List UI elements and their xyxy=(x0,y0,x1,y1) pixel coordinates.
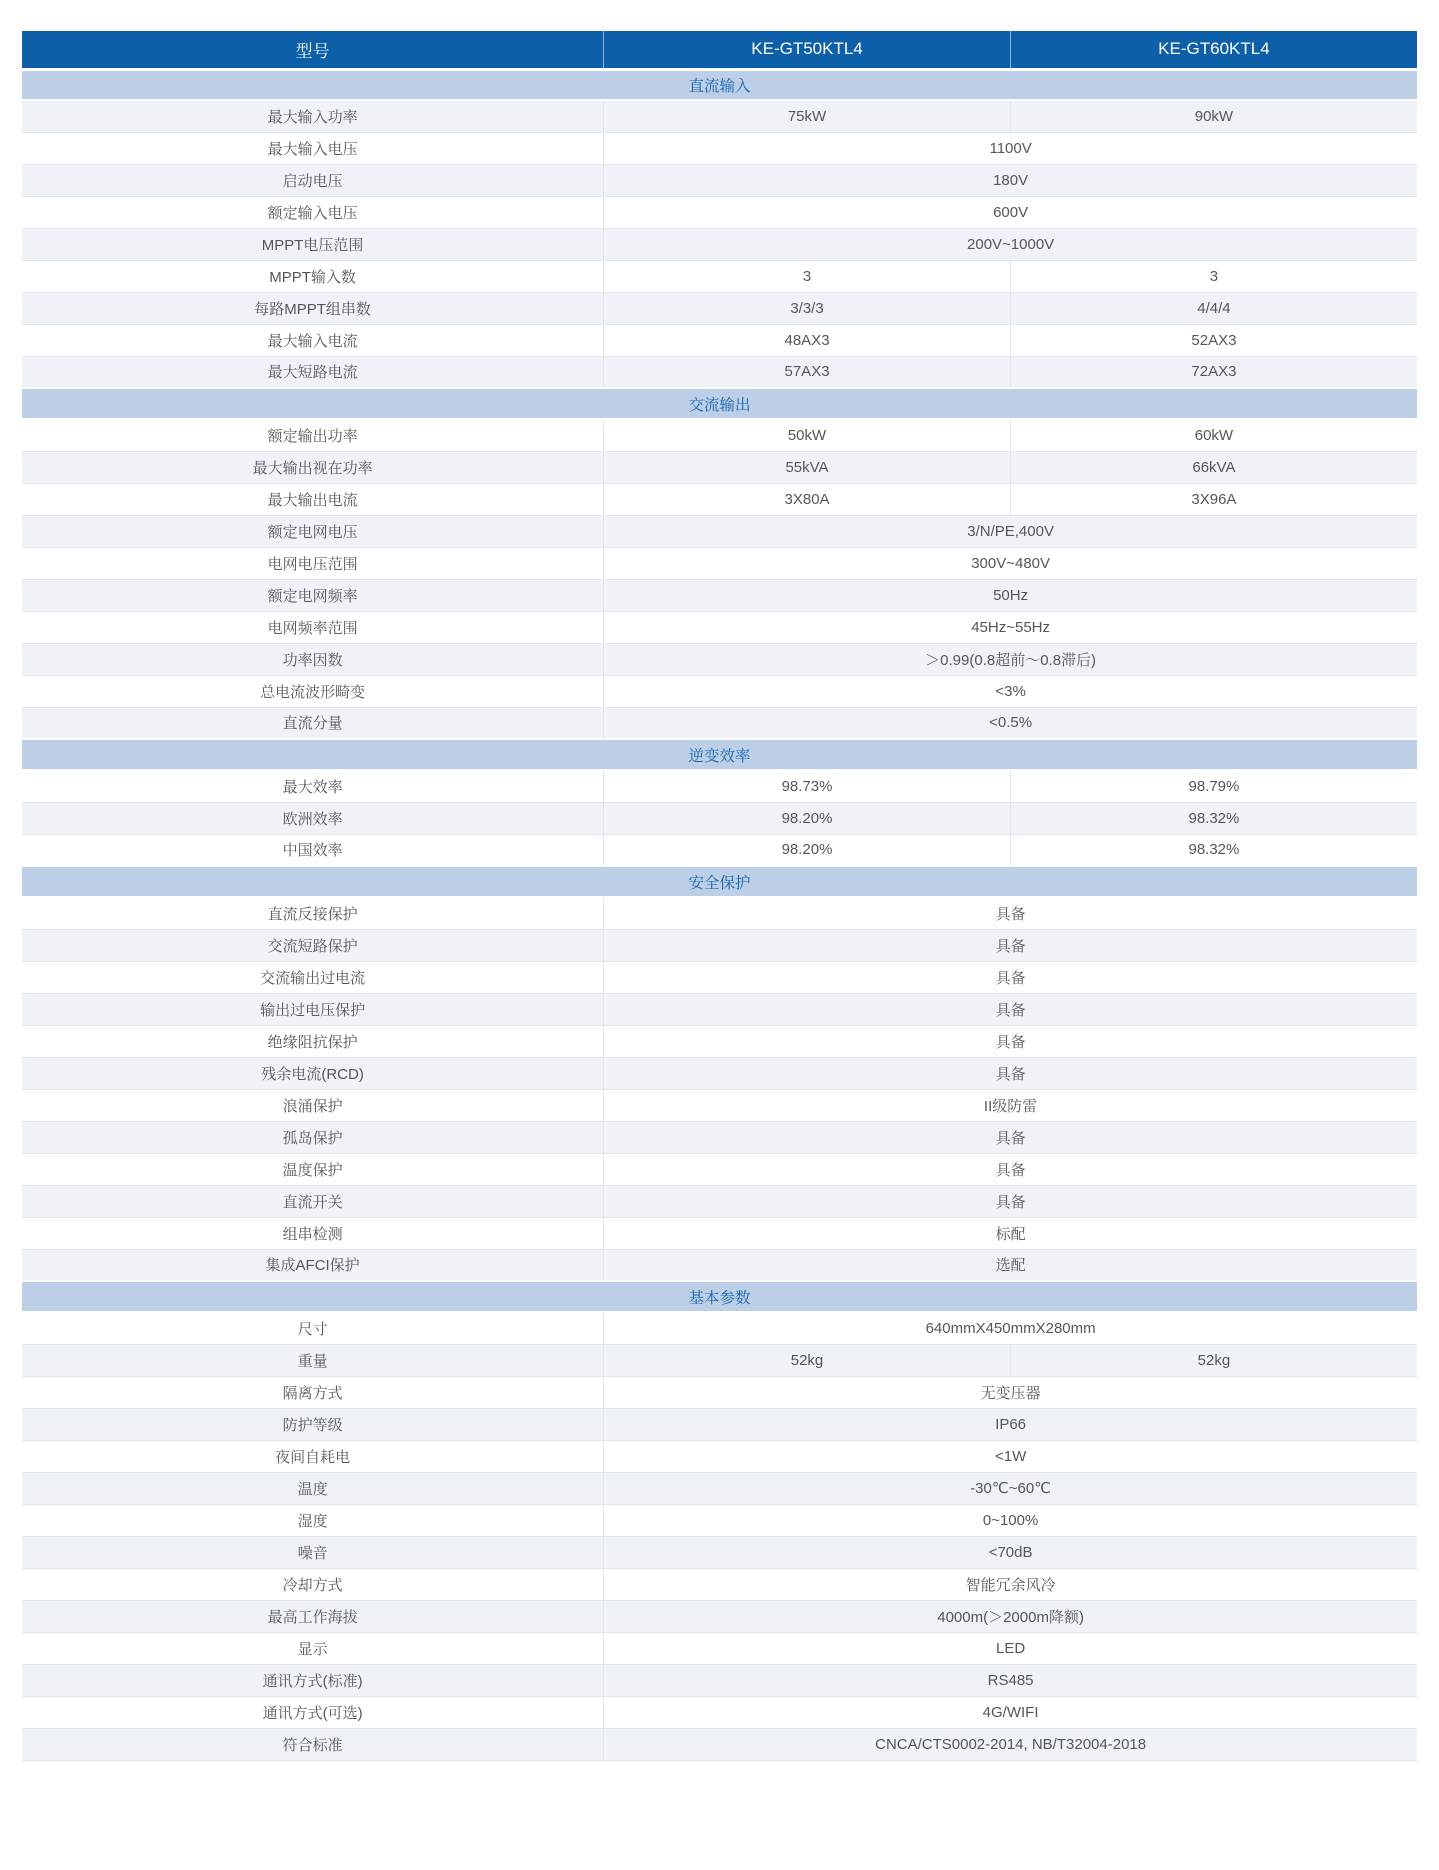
spec-row xyxy=(22,993,1417,1025)
spec-label: 最大输入电流 xyxy=(22,324,604,356)
spec-row xyxy=(22,1440,1417,1472)
spec-value-shared: 640mmX450mmX280mm xyxy=(604,1312,1417,1344)
spec-label: 最大短路电流 xyxy=(22,356,604,388)
spec-value-model-2: 98.79% xyxy=(1010,770,1417,802)
spec-row xyxy=(22,356,1417,388)
spec-row xyxy=(22,1376,1417,1408)
spec-value-shared: <3% xyxy=(604,675,1417,707)
spec-value-model-1: 98.73% xyxy=(604,770,1011,802)
spec-value-shared: IP66 xyxy=(604,1408,1417,1440)
spec-row xyxy=(22,1185,1417,1217)
inverter-spec-table xyxy=(22,31,1417,1761)
spec-value-shared: 具备 xyxy=(604,929,1417,961)
section-title: 基本参数 xyxy=(22,1281,1417,1312)
spec-value-shared: 50Hz xyxy=(604,579,1417,611)
spec-row xyxy=(22,1632,1417,1664)
spec-row xyxy=(22,100,1417,132)
spec-value-shared: 600V xyxy=(604,196,1417,228)
spec-value-shared: 无变压器 xyxy=(604,1376,1417,1408)
spec-table-body xyxy=(22,69,1417,1760)
spec-value-model-1: 52kg xyxy=(604,1344,1011,1376)
spec-value-shared: 标配 xyxy=(604,1217,1417,1249)
spec-row xyxy=(22,643,1417,675)
spec-value-model-2: 72AX3 xyxy=(1010,356,1417,388)
spec-value-shared: 3/N/PE,400V xyxy=(604,515,1417,547)
spec-value-model-2: 52AX3 xyxy=(1010,324,1417,356)
section-header-row xyxy=(22,739,1417,770)
spec-row xyxy=(22,483,1417,515)
spec-value-shared: 具备 xyxy=(604,1057,1417,1089)
spec-value-model-2: 60kW xyxy=(1010,419,1417,451)
spec-label: 温度 xyxy=(22,1472,604,1504)
spec-row xyxy=(22,611,1417,643)
spec-row xyxy=(22,770,1417,802)
spec-value-model-1: 3 xyxy=(604,260,1011,292)
spec-label: 直流分量 xyxy=(22,707,604,739)
spec-row xyxy=(22,132,1417,164)
spec-row xyxy=(22,1121,1417,1153)
spec-row xyxy=(22,1536,1417,1568)
spec-label: 冷却方式 xyxy=(22,1568,604,1600)
spec-label: 通讯方式(可选) xyxy=(22,1696,604,1728)
spec-value-shared: 300V~480V xyxy=(604,547,1417,579)
spec-row xyxy=(22,164,1417,196)
spec-row xyxy=(22,1664,1417,1696)
spec-label: 额定电网电压 xyxy=(22,515,604,547)
spec-label: 额定输出功率 xyxy=(22,419,604,451)
spec-value-model-1: 98.20% xyxy=(604,834,1011,866)
spec-label: MPPT电压范围 xyxy=(22,228,604,260)
spec-value-model-2: 3 xyxy=(1010,260,1417,292)
spec-label: 残余电流(RCD) xyxy=(22,1057,604,1089)
spec-value-model-2: 4/4/4 xyxy=(1010,292,1417,324)
spec-value-shared: 具备 xyxy=(604,897,1417,929)
section-title: 逆变效率 xyxy=(22,739,1417,770)
spec-label: 欧洲效率 xyxy=(22,802,604,834)
model-header-row xyxy=(22,31,1417,69)
spec-value-shared: 具备 xyxy=(604,961,1417,993)
spec-row xyxy=(22,1217,1417,1249)
section-title: 直流输入 xyxy=(22,69,1417,100)
spec-label: 浪涌保护 xyxy=(22,1089,604,1121)
model-header-model-1: KE-GT50KTL4 xyxy=(604,31,1011,69)
spec-label: 总电流波形畸变 xyxy=(22,675,604,707)
spec-label: 孤岛保护 xyxy=(22,1121,604,1153)
spec-value-shared: LED xyxy=(604,1632,1417,1664)
spec-label: 通讯方式(标准) xyxy=(22,1664,604,1696)
spec-row xyxy=(22,897,1417,929)
spec-label: 每路MPPT组串数 xyxy=(22,292,604,324)
spec-row xyxy=(22,1153,1417,1185)
section-header-row xyxy=(22,69,1417,100)
spec-value-shared: 具备 xyxy=(604,993,1417,1025)
spec-value-model-1: 3/3/3 xyxy=(604,292,1011,324)
spec-value-model-1: 57AX3 xyxy=(604,356,1011,388)
spec-label: 电网频率范围 xyxy=(22,611,604,643)
spec-row xyxy=(22,1600,1417,1632)
spec-label: 功率因数 xyxy=(22,643,604,675)
spec-label: 额定输入电压 xyxy=(22,196,604,228)
spec-value-shared: 4000m(＞2000m降额) xyxy=(604,1600,1417,1632)
spec-value-model-2: 98.32% xyxy=(1010,834,1417,866)
spec-label: 输出过电压保护 xyxy=(22,993,604,1025)
spec-value-model-2: 98.32% xyxy=(1010,802,1417,834)
spec-row xyxy=(22,1025,1417,1057)
spec-value-model-1: 3X80A xyxy=(604,483,1011,515)
spec-value-shared: CNCA/CTS0002-2014, NB/T32004-2018 xyxy=(604,1728,1417,1760)
spec-value-shared: <1W xyxy=(604,1440,1417,1472)
spec-label: 集成AFCI保护 xyxy=(22,1249,604,1281)
spec-value-model-1: 50kW xyxy=(604,419,1011,451)
model-header-label: 型号 xyxy=(22,31,604,69)
spec-value-shared: -30℃~60℃ xyxy=(604,1472,1417,1504)
spec-row xyxy=(22,1312,1417,1344)
spec-label: 直流反接保护 xyxy=(22,897,604,929)
section-header-row xyxy=(22,866,1417,897)
spec-label: 最高工作海拔 xyxy=(22,1600,604,1632)
spec-label: 最大输入电压 xyxy=(22,132,604,164)
spec-label: 电网电压范围 xyxy=(22,547,604,579)
model-header-model-2: KE-GT60KTL4 xyxy=(1010,31,1417,69)
spec-row xyxy=(22,1472,1417,1504)
spec-row xyxy=(22,961,1417,993)
spec-row xyxy=(22,834,1417,866)
spec-row xyxy=(22,1504,1417,1536)
spec-label: MPPT输入数 xyxy=(22,260,604,292)
spec-value-shared: 选配 xyxy=(604,1249,1417,1281)
spec-value-shared: 智能冗余风冷 xyxy=(604,1568,1417,1600)
spec-value-model-2: 66kVA xyxy=(1010,451,1417,483)
spec-label: 额定电网频率 xyxy=(22,579,604,611)
spec-value-shared: 1100V xyxy=(604,132,1417,164)
spec-value-shared: II级防雷 xyxy=(604,1089,1417,1121)
spec-label: 绝缘阻抗保护 xyxy=(22,1025,604,1057)
spec-row xyxy=(22,1408,1417,1440)
spec-label: 交流短路保护 xyxy=(22,929,604,961)
section-title: 交流输出 xyxy=(22,388,1417,419)
spec-value-shared: <70dB xyxy=(604,1536,1417,1568)
spec-label: 显示 xyxy=(22,1632,604,1664)
spec-label: 防护等级 xyxy=(22,1408,604,1440)
spec-row xyxy=(22,1344,1417,1376)
spec-row xyxy=(22,324,1417,356)
spec-row xyxy=(22,929,1417,961)
spec-value-model-2: 90kW xyxy=(1010,100,1417,132)
spec-row xyxy=(22,707,1417,739)
spec-value-shared: RS485 xyxy=(604,1664,1417,1696)
section-title: 安全保护 xyxy=(22,866,1417,897)
spec-label: 最大输出视在功率 xyxy=(22,451,604,483)
spec-value-shared: 200V~1000V xyxy=(604,228,1417,260)
spec-value-shared: 4G/WIFI xyxy=(604,1696,1417,1728)
spec-label: 噪音 xyxy=(22,1536,604,1568)
spec-value-shared: 180V xyxy=(604,164,1417,196)
spec-value-model-2: 52kg xyxy=(1010,1344,1417,1376)
section-header-row xyxy=(22,388,1417,419)
spec-label: 隔离方式 xyxy=(22,1376,604,1408)
spec-label: 启动电压 xyxy=(22,164,604,196)
spec-label: 最大输入功率 xyxy=(22,100,604,132)
spec-value-shared: 具备 xyxy=(604,1185,1417,1217)
spec-value-shared: <0.5% xyxy=(604,707,1417,739)
spec-row xyxy=(22,547,1417,579)
spec-label: 中国效率 xyxy=(22,834,604,866)
spec-value-model-2: 3X96A xyxy=(1010,483,1417,515)
spec-value-model-1: 98.20% xyxy=(604,802,1011,834)
spec-label: 重量 xyxy=(22,1344,604,1376)
spec-row xyxy=(22,802,1417,834)
spec-row xyxy=(22,515,1417,547)
spec-value-shared: 具备 xyxy=(604,1153,1417,1185)
spec-label: 最大输出电流 xyxy=(22,483,604,515)
spec-row xyxy=(22,675,1417,707)
spec-label: 最大效率 xyxy=(22,770,604,802)
spec-row xyxy=(22,1089,1417,1121)
spec-label: 符合标准 xyxy=(22,1728,604,1760)
spec-value-shared: 具备 xyxy=(604,1121,1417,1153)
spec-label: 湿度 xyxy=(22,1504,604,1536)
spec-row xyxy=(22,579,1417,611)
spec-row xyxy=(22,292,1417,324)
spec-row xyxy=(22,1249,1417,1281)
spec-value-model-1: 48AX3 xyxy=(604,324,1011,356)
spec-label: 温度保护 xyxy=(22,1153,604,1185)
spec-row xyxy=(22,196,1417,228)
spec-value-shared: 0~100% xyxy=(604,1504,1417,1536)
spec-value-model-1: 75kW xyxy=(604,100,1011,132)
spec-value-shared: 具备 xyxy=(604,1025,1417,1057)
spec-row xyxy=(22,228,1417,260)
spec-value-model-1: 55kVA xyxy=(604,451,1011,483)
section-header-row xyxy=(22,1281,1417,1312)
spec-row xyxy=(22,1057,1417,1089)
spec-row xyxy=(22,451,1417,483)
spec-row xyxy=(22,419,1417,451)
spec-label: 夜间自耗电 xyxy=(22,1440,604,1472)
spec-row xyxy=(22,1728,1417,1760)
spec-label: 交流输出过电流 xyxy=(22,961,604,993)
spec-row xyxy=(22,1568,1417,1600)
spec-row xyxy=(22,260,1417,292)
spec-value-shared: ＞0.99(0.8超前～0.8滞后) xyxy=(604,643,1417,675)
spec-value-shared: 45Hz~55Hz xyxy=(604,611,1417,643)
spec-row xyxy=(22,1696,1417,1728)
spec-label: 组串检测 xyxy=(22,1217,604,1249)
spec-label: 直流开关 xyxy=(22,1185,604,1217)
spec-label: 尺寸 xyxy=(22,1312,604,1344)
